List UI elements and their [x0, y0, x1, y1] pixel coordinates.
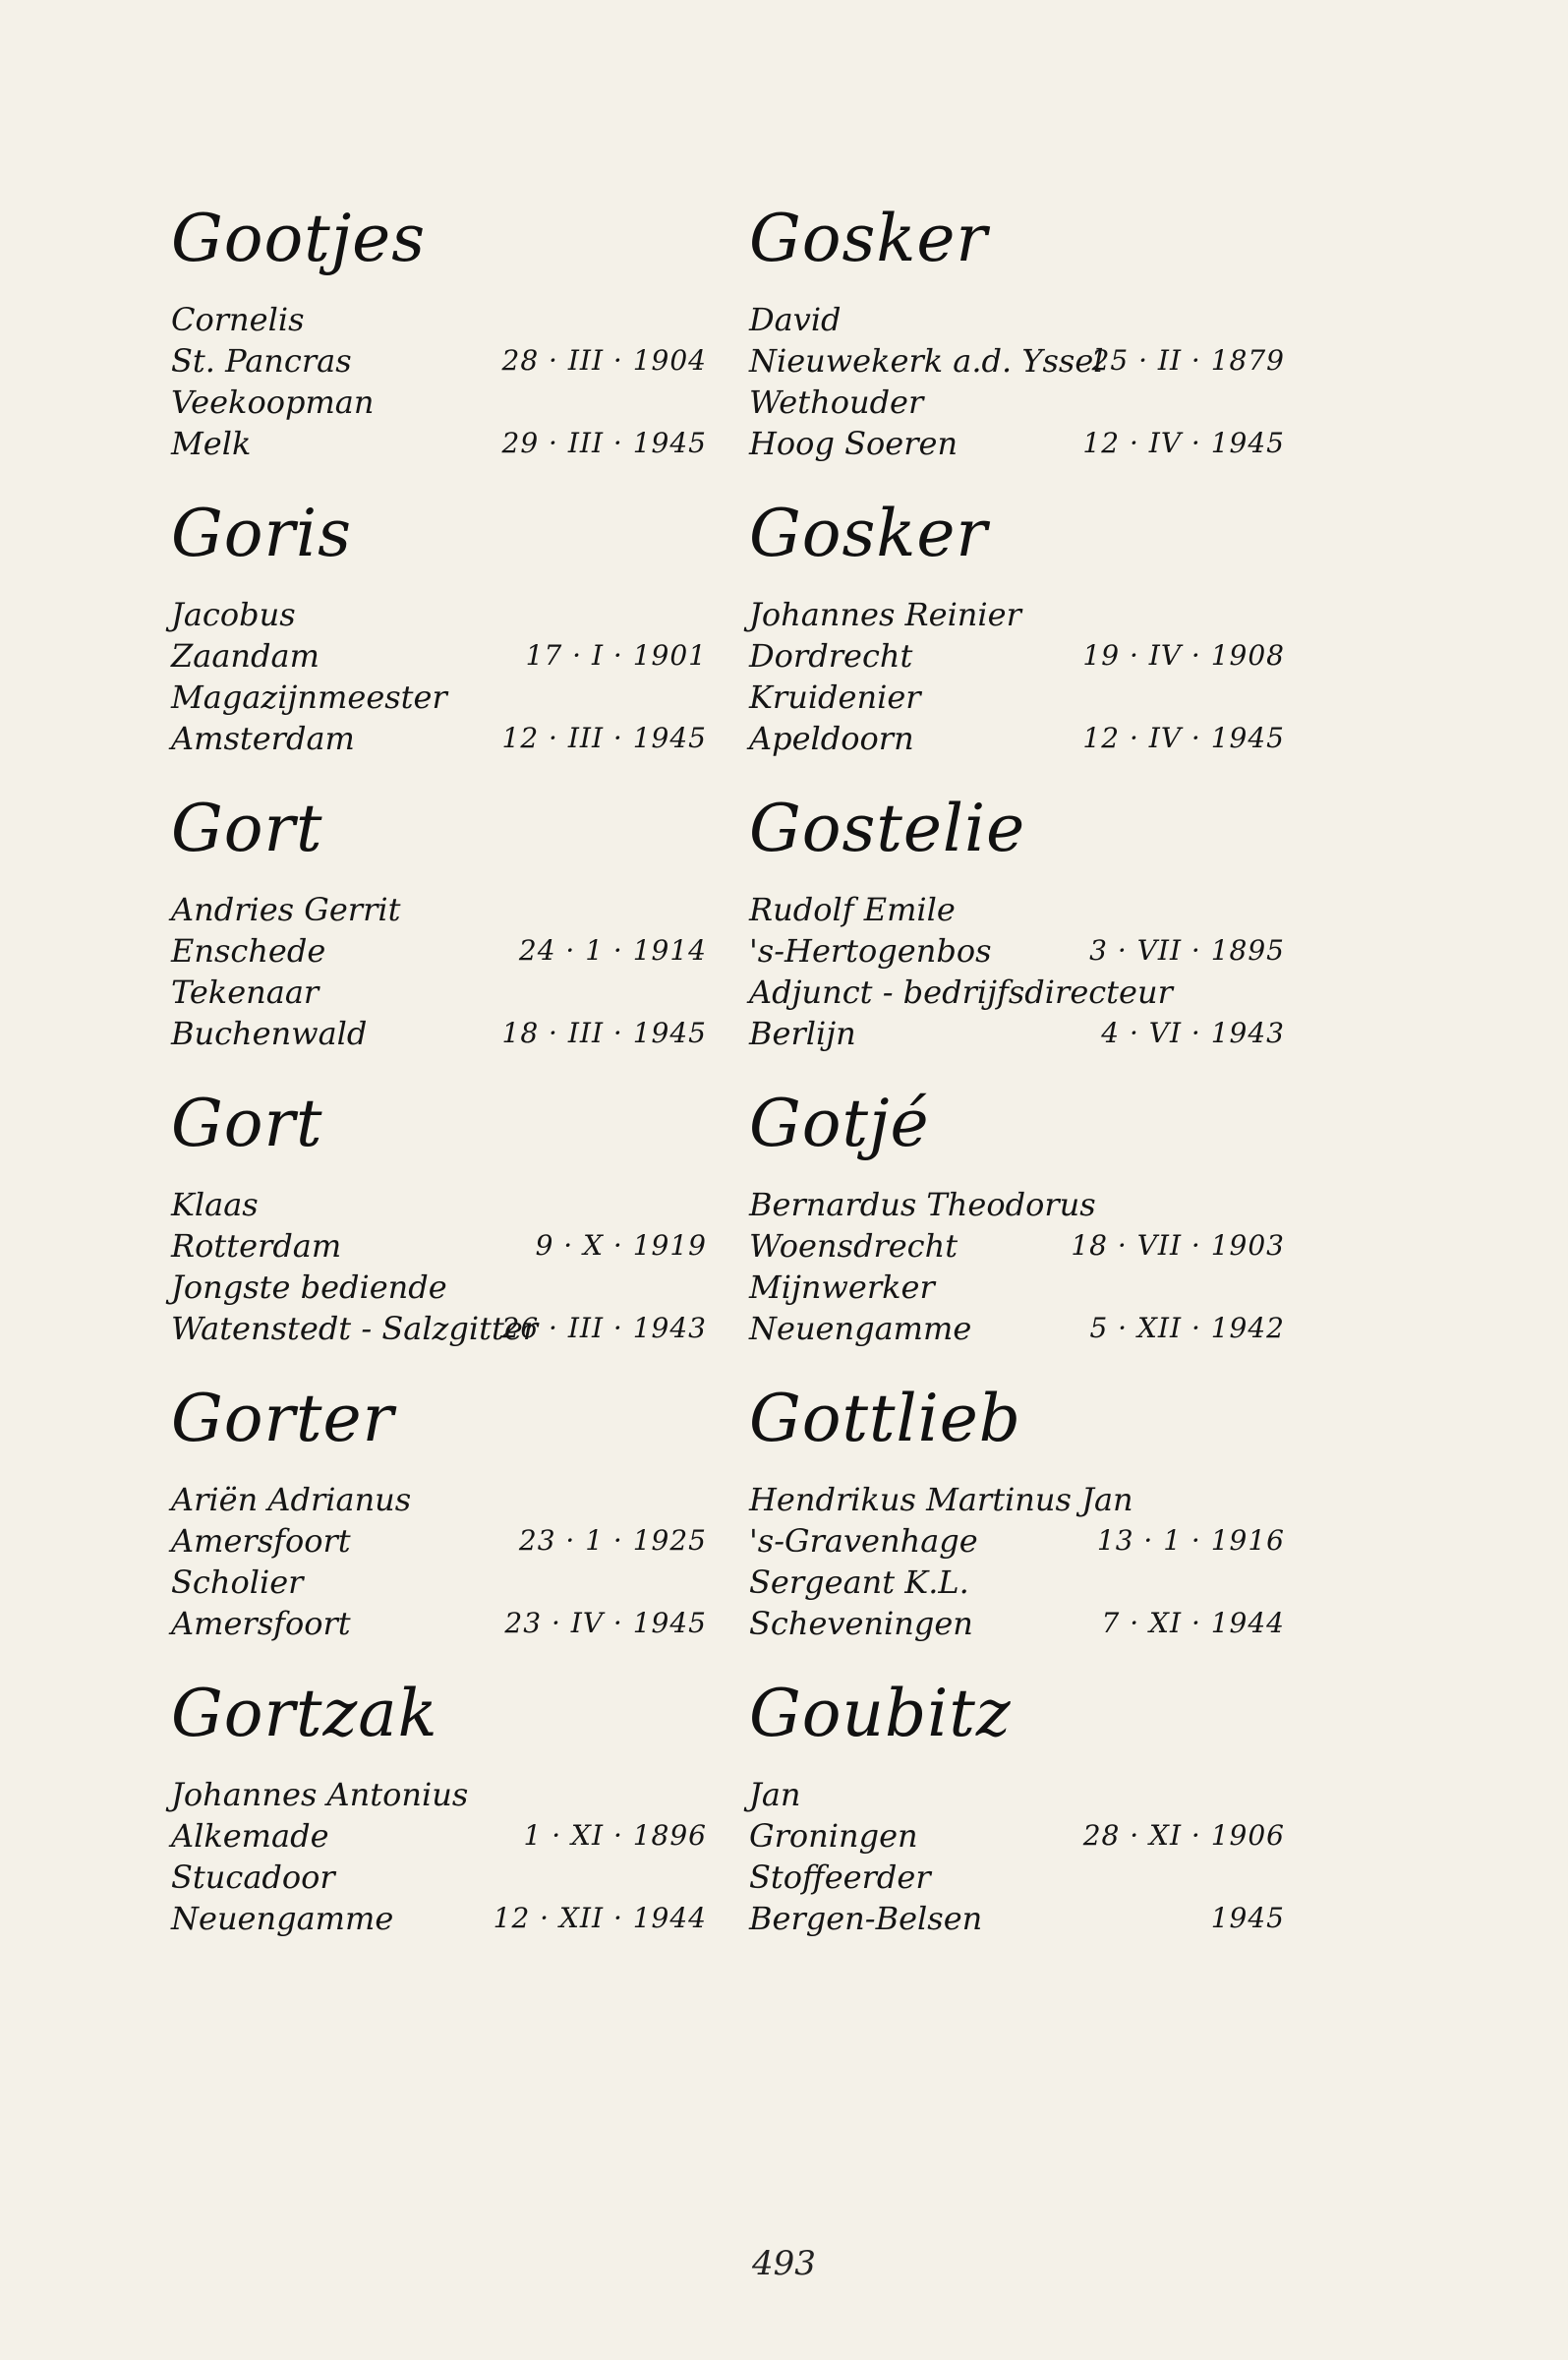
death-place: Hoog Soeren [749, 425, 958, 462]
birth-place: Groningen [749, 1817, 918, 1855]
occupation-line [171, 972, 707, 1013]
death-line [749, 1013, 1285, 1054]
death-date: 18 · III · 1945 [501, 1017, 707, 1049]
death-place: Melk [171, 425, 252, 462]
surname: Gootjes [171, 201, 427, 276]
first-names: Cornelis [171, 301, 305, 338]
death-date: 12 · XII · 1944 [493, 1902, 707, 1934]
occupation-line [171, 1267, 707, 1308]
first-names: David [749, 301, 842, 338]
birth-line [749, 340, 1285, 382]
birth-date: 3 · VII · 1895 [1089, 934, 1285, 967]
birth-line [171, 930, 707, 972]
birth-place: Enschede [171, 932, 326, 970]
name-entry [171, 197, 707, 492]
occupation-line [749, 382, 1285, 423]
name-entry [171, 787, 707, 1082]
name-entry [171, 492, 707, 787]
death-place: Amersfoort [171, 1605, 351, 1642]
birth-place: 's-Hertogenbos [749, 932, 992, 970]
death-line [749, 718, 1285, 759]
death-date: 4 · VI · 1943 [1101, 1017, 1285, 1049]
right-column [749, 197, 1285, 1967]
birth-line [749, 930, 1285, 972]
birth-place: Zaandam [171, 637, 319, 675]
death-line [171, 718, 707, 759]
birth-line [171, 1225, 707, 1267]
occupation: Jongste bediende [171, 1268, 447, 1306]
name-entry [749, 197, 1285, 492]
occupation: Wethouder [749, 384, 924, 421]
death-line [171, 1308, 707, 1349]
birth-line [749, 1815, 1285, 1857]
death-line [171, 1898, 707, 1939]
surname: Gosker [749, 496, 988, 571]
name-entry [749, 492, 1285, 787]
death-date: 26 · III · 1943 [501, 1312, 707, 1344]
first-names-line [171, 594, 707, 635]
birth-date: 1 · XI · 1896 [523, 1819, 707, 1852]
birth-date: 23 · 1 · 1925 [518, 1524, 707, 1557]
surname: Goris [171, 496, 352, 571]
name-entry [171, 1082, 707, 1377]
surname: Gortzak [171, 1676, 438, 1751]
first-names: Andries Gerrit [171, 891, 401, 928]
occupation: Tekenaar [171, 974, 319, 1011]
death-date: 7 · XI · 1944 [1101, 1607, 1285, 1639]
death-date: 1945 [1210, 1902, 1285, 1934]
surname: Gostelie [749, 791, 1026, 866]
first-names: Hendrikus Martinus Jan [749, 1481, 1133, 1518]
death-line [749, 1308, 1285, 1349]
death-place: Apeldoorn [749, 720, 914, 757]
surname: Gottlieb [749, 1381, 1022, 1456]
occupation: Sergeant K.L. [749, 1564, 969, 1601]
surname: Gotjé [749, 1086, 930, 1161]
first-names: Ariën Adrianus [171, 1481, 412, 1518]
first-names-line [749, 1774, 1285, 1815]
birth-date: 9 · X · 1919 [535, 1229, 707, 1262]
death-line [171, 423, 707, 464]
birth-date: 24 · 1 · 1914 [518, 934, 707, 967]
first-names-line [749, 299, 1285, 340]
birth-place: Alkemade [171, 1817, 329, 1855]
occupation-line [749, 677, 1285, 718]
death-date: 23 · IV · 1945 [504, 1607, 707, 1639]
page-number: 493 [752, 2244, 816, 2283]
birth-place: Woensdrecht [749, 1227, 958, 1265]
death-place: Buchenwald [171, 1015, 368, 1052]
first-names: Johannes Antonius [171, 1776, 469, 1813]
occupation: Mijnwerker [749, 1268, 935, 1306]
death-line [749, 1603, 1285, 1644]
first-names-line [171, 1774, 707, 1815]
occupation-line [171, 677, 707, 718]
surname: Gorter [171, 1381, 395, 1456]
first-names-line [749, 1479, 1285, 1520]
occupation: Magazijnmeester [171, 678, 447, 716]
birth-place: Dordrecht [749, 637, 913, 675]
occupation-line [171, 1857, 707, 1898]
surname: Gort [171, 1086, 323, 1161]
birth-date: 18 · VII · 1903 [1071, 1229, 1285, 1262]
first-names-line [749, 1184, 1285, 1225]
name-entry [749, 1377, 1285, 1672]
first-names: Klaas [171, 1186, 259, 1223]
occupation-line [749, 1857, 1285, 1898]
name-entry [171, 1377, 707, 1672]
birth-place: Rotterdam [171, 1227, 342, 1265]
surname: Gosker [749, 201, 988, 276]
birth-date: 28 · XI · 1906 [1082, 1819, 1285, 1852]
surname: Goubitz [749, 1676, 1012, 1751]
death-place: Scheveningen [749, 1605, 973, 1642]
birth-place: 's-Gravenhage [749, 1522, 978, 1560]
surname: Gort [171, 791, 323, 866]
birth-line [749, 635, 1285, 677]
death-place: Bergen-Belsen [749, 1900, 983, 1937]
first-names: Rudolf Emile [749, 891, 956, 928]
occupation-line [171, 382, 707, 423]
occupation: Scholier [171, 1564, 304, 1601]
birth-date: 25 · II · 1879 [1091, 344, 1285, 377]
birth-line [749, 1520, 1285, 1562]
first-names: Jan [749, 1776, 801, 1813]
birth-date: 17 · I · 1901 [525, 639, 707, 672]
first-names: Jacobus [171, 596, 296, 633]
first-names-line [171, 299, 707, 340]
occupation-line [749, 1562, 1285, 1603]
left-column [171, 197, 707, 1967]
occupation-line [749, 972, 1285, 1013]
birth-place: Amersfoort [171, 1522, 351, 1560]
occupation-line [171, 1562, 707, 1603]
death-date: 29 · III · 1945 [501, 427, 707, 459]
occupation: Adjunct - bedrijfsdirecteur [749, 974, 1173, 1011]
death-date: 12 · III · 1945 [501, 722, 707, 754]
birth-date: 13 · 1 · 1916 [1096, 1524, 1285, 1557]
death-place: Neuengamme [171, 1900, 394, 1937]
birth-place: Nieuwekerk a.d. Yssel [749, 342, 1104, 380]
first-names-line [171, 889, 707, 930]
birth-line [171, 340, 707, 382]
first-names-line [171, 1479, 707, 1520]
birth-date: 19 · IV · 1908 [1082, 639, 1285, 672]
name-entry [749, 1672, 1285, 1967]
death-date: 12 · IV · 1945 [1082, 722, 1285, 754]
first-names: Johannes Reinier [749, 596, 1021, 633]
death-line [171, 1603, 707, 1644]
birth-line [171, 1815, 707, 1857]
birth-line [171, 1520, 707, 1562]
death-date: 5 · XII · 1942 [1089, 1312, 1285, 1344]
occupation: Stucadoor [171, 1858, 335, 1896]
first-names: Bernardus Theodorus [749, 1186, 1096, 1223]
name-entry [749, 787, 1285, 1082]
occupation: Stoffeerder [749, 1858, 931, 1896]
first-names-line [749, 594, 1285, 635]
death-line [171, 1013, 707, 1054]
death-line [749, 423, 1285, 464]
death-place: Berlijn [749, 1015, 856, 1052]
birth-line [749, 1225, 1285, 1267]
name-entry [749, 1082, 1285, 1377]
first-names-line [171, 1184, 707, 1225]
death-place: Neuengamme [749, 1310, 972, 1347]
death-place: Amsterdam [171, 720, 355, 757]
occupation-line [749, 1267, 1285, 1308]
death-line [749, 1898, 1285, 1939]
occupation: Kruidenier [749, 678, 921, 716]
death-date: 12 · IV · 1945 [1082, 427, 1285, 459]
birth-date: 28 · III · 1904 [501, 344, 707, 377]
birth-line [171, 635, 707, 677]
name-entry [171, 1672, 707, 1967]
birth-place: St. Pancras [171, 342, 352, 380]
death-place: Watenstedt - Salzgitter [171, 1310, 539, 1347]
occupation: Veekoopman [171, 384, 375, 421]
first-names-line [749, 889, 1285, 930]
